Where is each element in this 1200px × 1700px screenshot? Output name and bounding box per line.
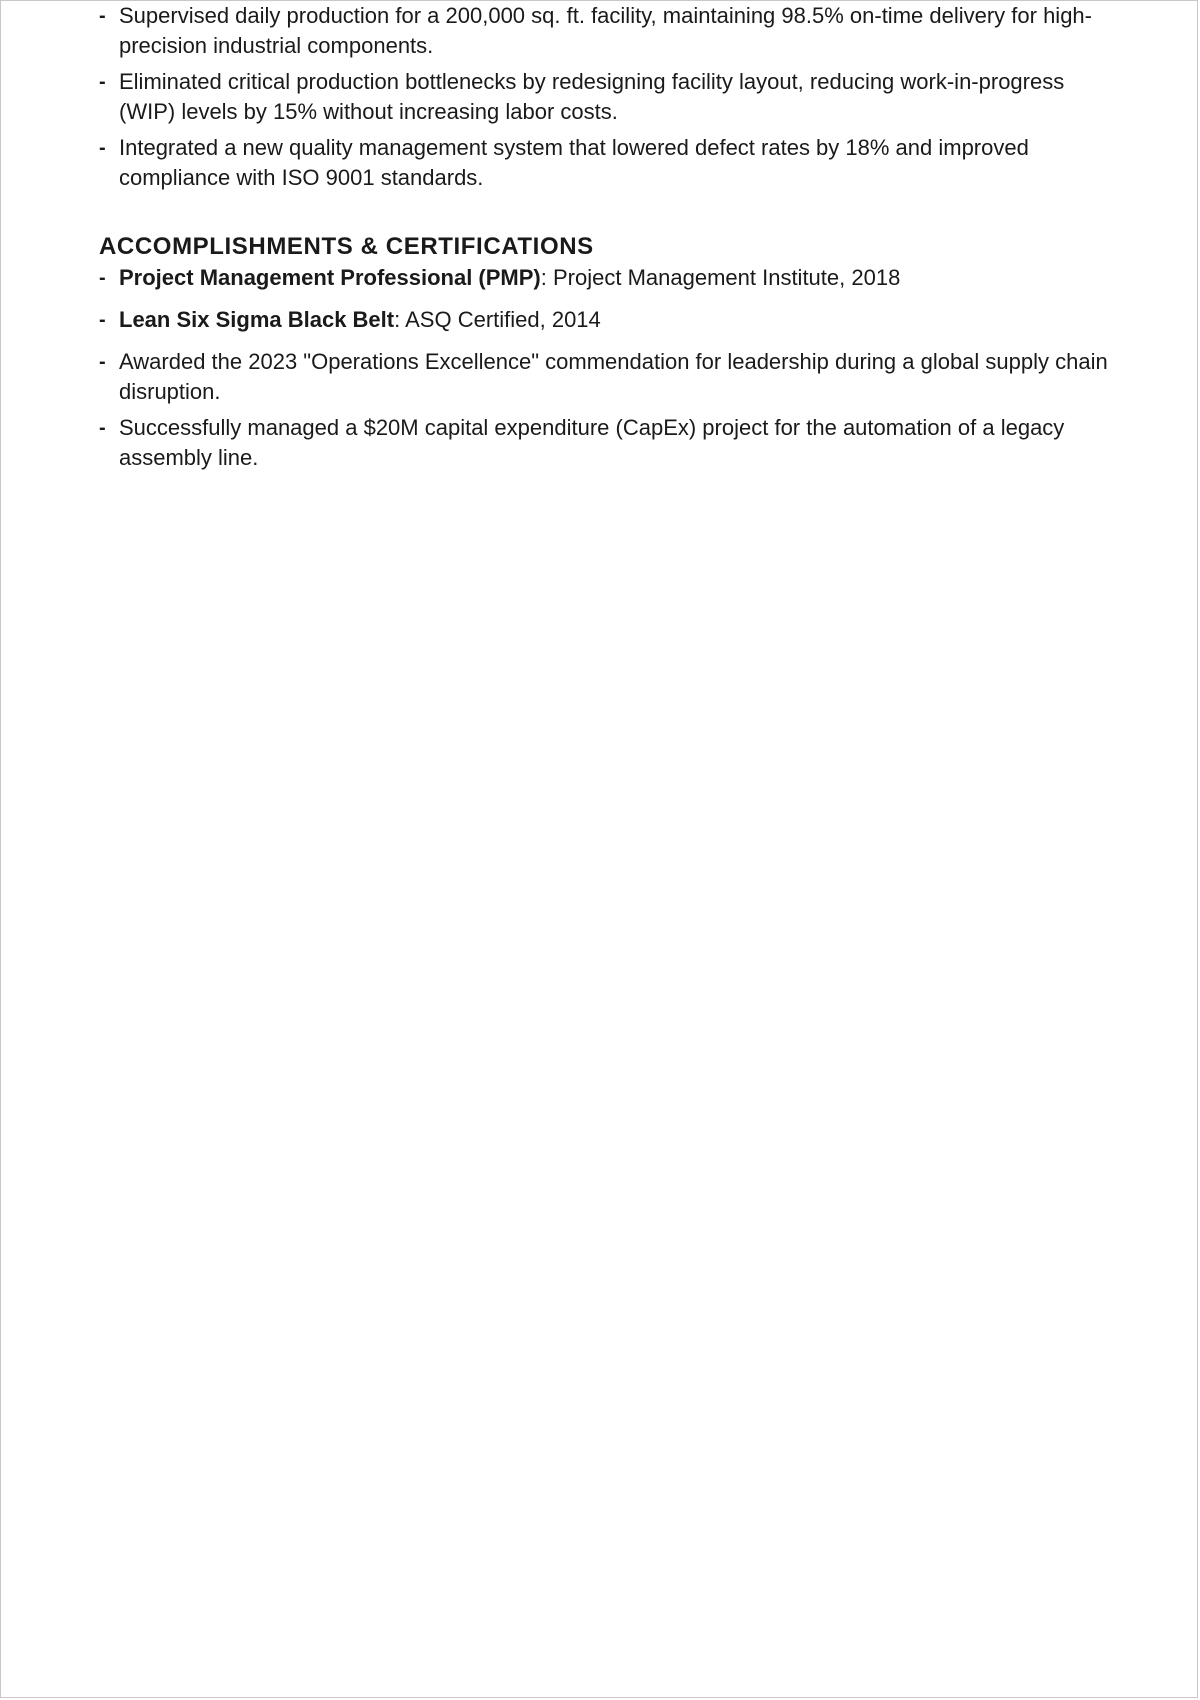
experience-bullet-text: Integrated a new quality management system that lowered defect rates by 18% and improved compliance with ISO 9001 standards. [119, 135, 1029, 190]
accomplishment-item [99, 347, 1123, 407]
accomplishments-bullet-list [99, 263, 1123, 473]
accomplishment-text: Successfully managed a $20M capital expenditure (CapEx) project for the automation of a legacy assembly line. [119, 415, 1065, 470]
certification-detail: : ASQ Certified, 2014 [394, 307, 601, 332]
certification-detail: : Project Management Institute, 2018 [540, 265, 901, 290]
experience-bullet-text: Supervised daily production for a 200,000 sq. ft. facility, maintaining 98.5% on-time delivery for high-precision industrial components. [119, 3, 1092, 58]
bullet-marker: - [99, 351, 106, 373]
certification-title: Lean Six Sigma Black Belt [119, 307, 395, 332]
certification-item [99, 263, 1123, 293]
bullet-marker: - [99, 71, 106, 93]
accomplishment-text: Awarded the 2023 "Operations Excellence" commendation for leadership during a global supply chain disruption. [119, 349, 1108, 404]
bullet-marker: - [99, 309, 106, 331]
resume-content [99, 1, 1123, 479]
bullet-marker: - [99, 417, 106, 439]
bullet-marker: - [99, 137, 106, 159]
bullet-marker: - [99, 5, 106, 27]
accomplishment-item [99, 413, 1123, 473]
bullet-marker: - [99, 267, 106, 289]
certification-title: Project Management Professional (PMP) [119, 265, 541, 290]
experience-bullet [99, 1, 1123, 61]
experience-bullet-list [99, 1, 1123, 193]
experience-bullet-text: Eliminated critical production bottlenecks by redesigning facility layout, reducing work-in-progress (WIP) levels by 15% without increasing labor costs. [119, 69, 1065, 124]
certification-item [99, 305, 1123, 335]
section-heading-accomplishments: ACCOMPLISHMENTS & CERTIFICATIONS [99, 233, 594, 260]
experience-bullet [99, 133, 1123, 193]
experience-bullet [99, 67, 1123, 127]
